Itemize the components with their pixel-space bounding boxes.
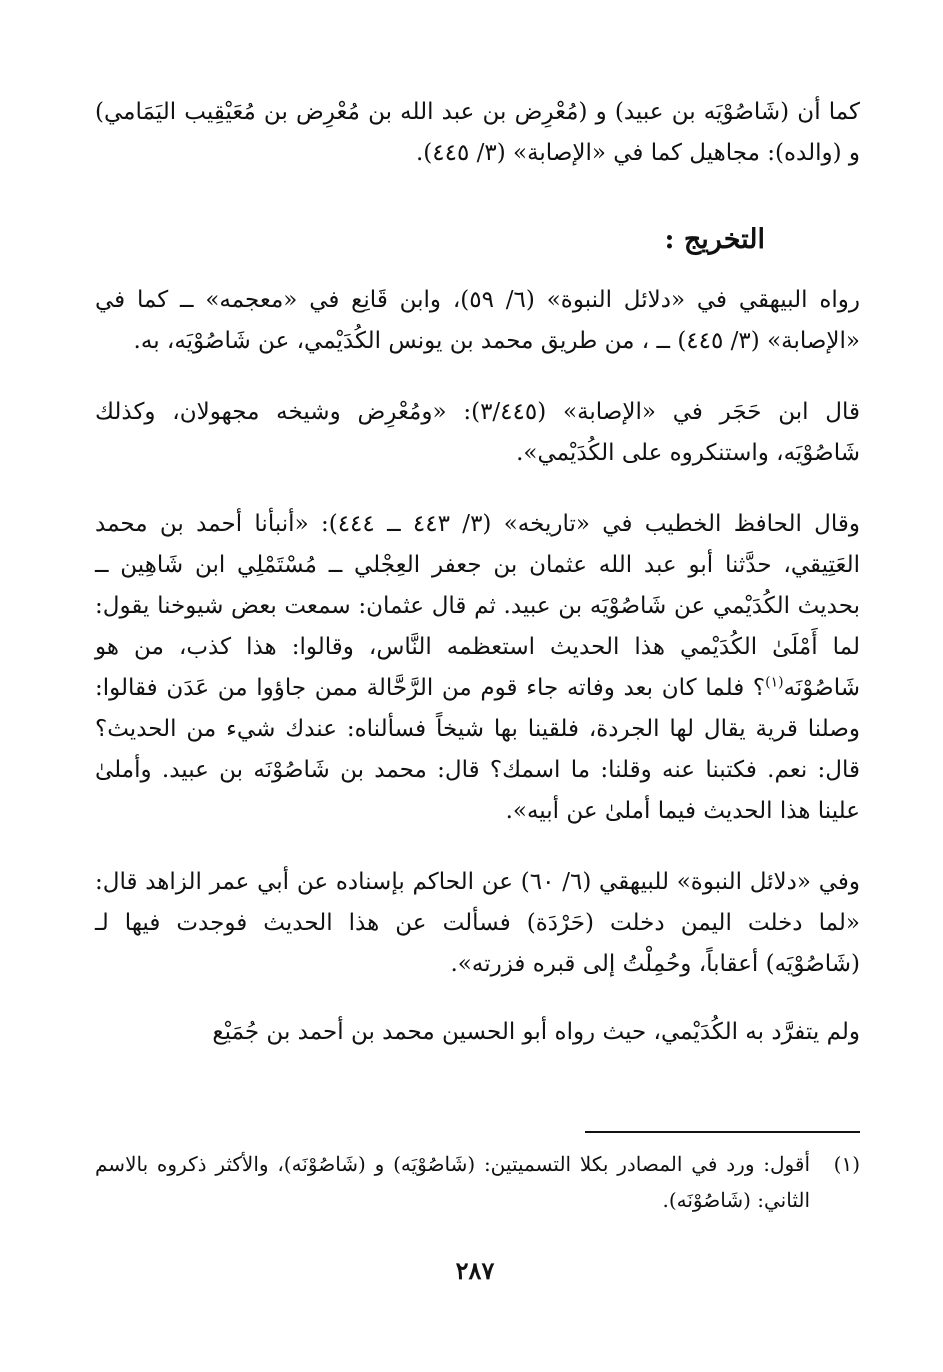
final-paragraph: ولم يتفرَّد به الكُدَيْمي، حيث رواه أبو الحسين محمد بن أحمد بن جُمَيْع [212, 1019, 860, 1045]
footnotes-section [95, 1146, 860, 1218]
footnote-reference[interactable]: (١) [765, 674, 784, 691]
khatib-text-part1: وقال الحافظ الخطيب في «تاريخه» (٣/ ٤٤٣ ــ ٤٤٤): «أنبأنا أحمد بن محمد العَتِيقي، حدَّثنا أبو عبد الله عثمان بن جعفر العِجْلي ــ مُسْتَمْلِي ابن شَاهِين ــ بحديث الكُدَيْمي عن شَاصُوْيَه بن عبيد. ثم قال عثمان: سمعت بعض شيوخنا يقول: لما أَمْلَىٰ الكُدَيْمي هذا الحديث استعظمه النَّاس، وقالوا: هذا كذب، من هو شَاصُوْنَه [95, 511, 860, 701]
page-number: ٢٨٧ [455, 1256, 495, 1285]
takhrij-paragraph: رواه البيهقي في «دلائل النبوة» (٦/ ٥٩)، وابن قَانِع في «معجمه» ــ كما في «الإصابة» (٣/ ٤٤٥) ــ ، من طريق محمد بن يونس الكُدَيْمي، عن شَاصُوْيَه، به. [95, 287, 860, 354]
khatib-paragraph [95, 504, 860, 832]
dalail-paragraph: وفي «دلائل النبوة» للبيهقي (٦/ ٦٠) عن الحاكم بإسناده عن أبي عمر الزاهد قال: «لما دخلت اليمن دخلت (حَرْدَة) فسألت عن هذا الحديث فوجدت فيها لـ (شَاصُوْيَه) أعقاباً، وحُمِلْتُ إلى قبره فزرته». [95, 869, 861, 977]
footnote-text: أقول: ورد في المصادر بكلا التسميتين: (شَاصُوْيَه) و (شَاصُوْنَه)، والأكثر ذكروه بالاسم الثاني: (شَاصُوْنَه). [95, 1152, 810, 1212]
footnote-marker: (١) [833, 1152, 860, 1176]
footnote [95, 1146, 860, 1218]
page-body [95, 92, 860, 1053]
khatib-text-part2: ؟ فلما كان بعد وفاته جاء قوم من الرَّحَّالة ممن جاؤوا من عَدَن فقالوا: وصلنا قرية يقال لها الجردة، فلقينا بها شيخاً فسألناه: عندك شيء من الحديث؟ قال: نعم. فكتبنا عنه وقلنا: ما اسمك؟ قال: محمد بن شَاصُوْنَه بن عبيد. وأملىٰ علينا هذا الحديث فيما أملىٰ عن أبيه». [95, 675, 860, 824]
footnote-divider [585, 1131, 860, 1133]
section-title: التخريج : [664, 224, 765, 255]
intro-paragraph: كما أن (شَاصُوْيَه بن عبيد) و (مُعْرِض بن عبد الله بن مُعْرِض بن مُعَيْقِيب اليَمَامي) و (والده): مجاهيل كما في «الإصابة» (٣/ ٤٤٥). [95, 99, 860, 166]
ibn-hajar-paragraph: قال ابن حَجَر في «الإصابة» (٣/٤٤٥): «ومُعْرِض وشيخه مجهولان، وكذلك شَاصُوْيَه، واستنكروه على الكُدَيْمي». [95, 399, 860, 466]
